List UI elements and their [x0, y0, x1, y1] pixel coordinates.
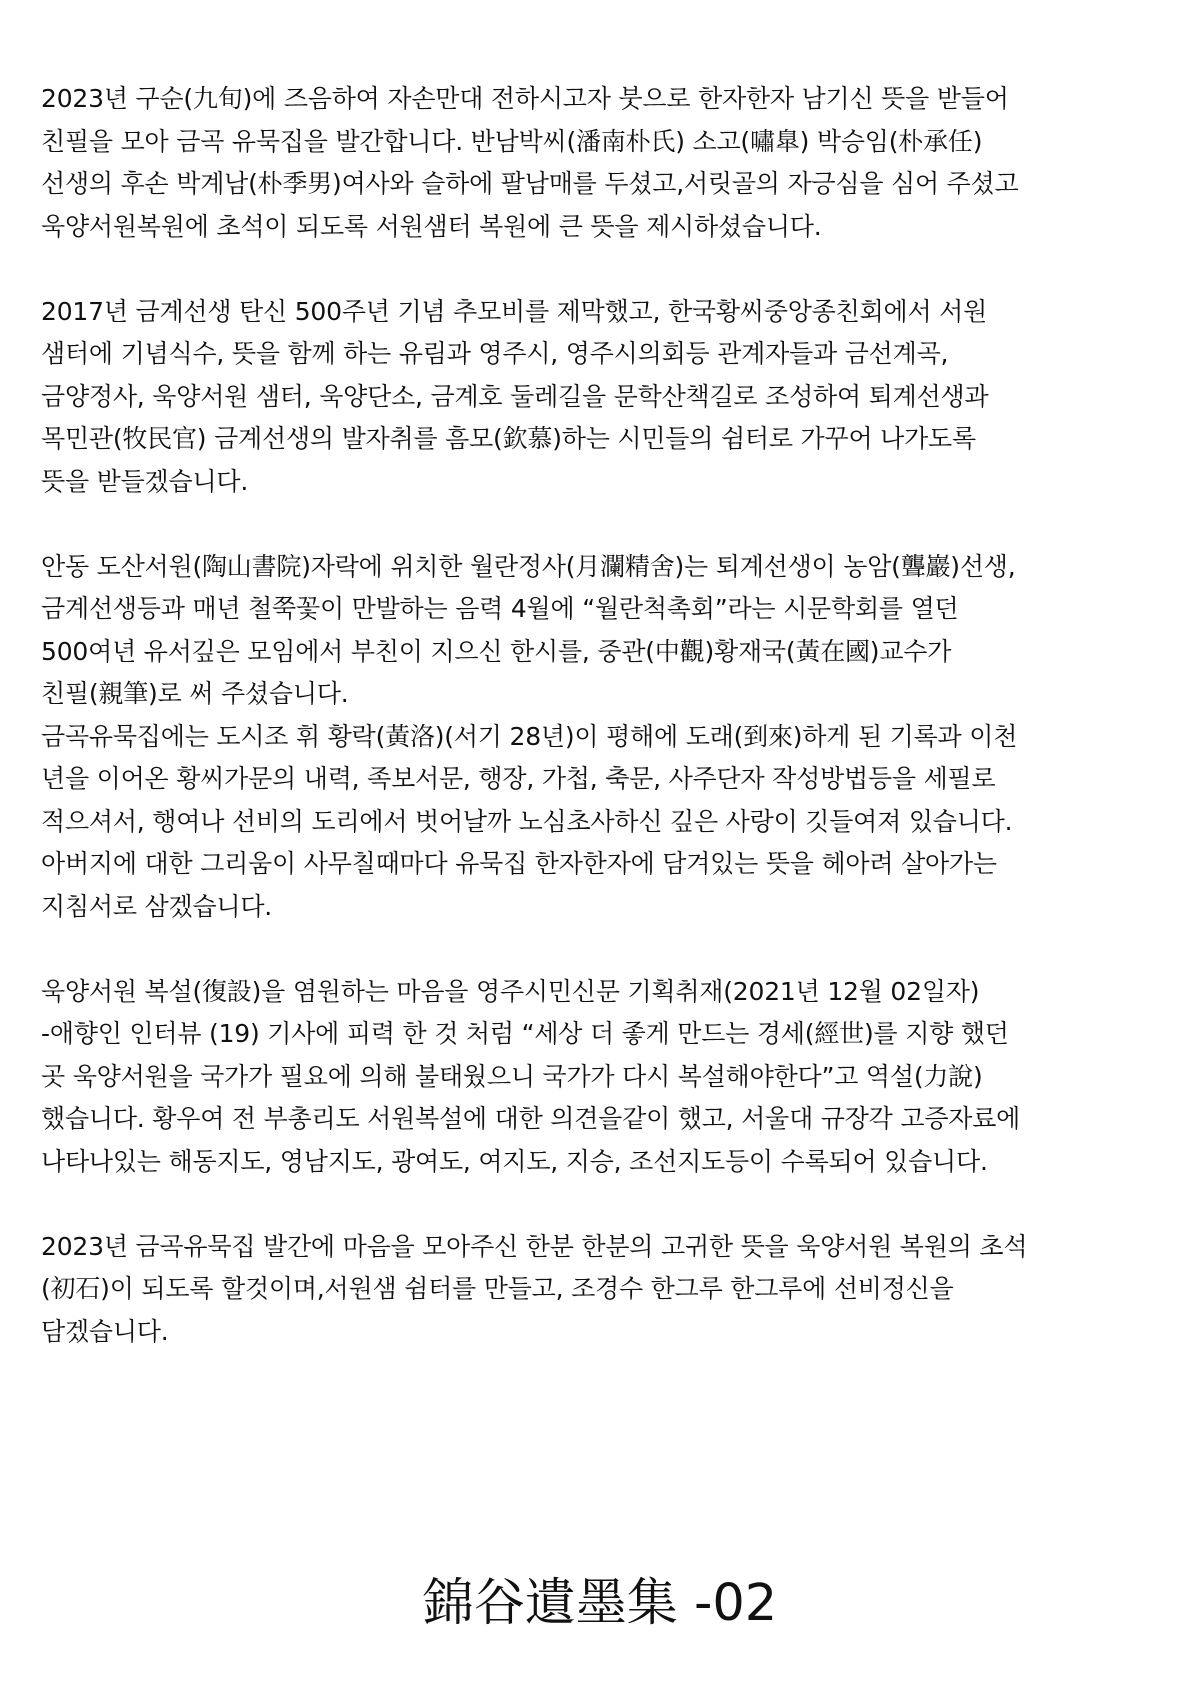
paragraph-5 [41, 1226, 1171, 1354]
footer-title: 錦谷遺墨集 -02 [422, 1574, 778, 1633]
paragraph-line: 뜻을 받들겠습니다. [41, 466, 249, 496]
paragraph-line: 금양정사, 욱양서원 샘터, 욱양단소, 금계호 둘레길을 문학산책길로 조성하여 퇴계선생과 [41, 381, 989, 411]
paragraph-line: 샘터에 기념식수, 뜻을 함께 하는 유림과 영주시, 영주시의회등 관계자들과 금선계곡, [41, 339, 949, 368]
paragraph-line: 지침서로 삼겠습니다. [41, 891, 273, 921]
paragraph-line: 2023년 금곡유묵집 발간에 마음을 모아주신 한분 한분의 고귀한 뜻을 욱양서원 복원의 초석 [41, 1231, 1028, 1261]
paragraph-line: 친필(親筆)로 써 주셨습니다. [41, 679, 349, 708]
paragraph-line: 금곡유묵집에는 도시조 휘 황락(黃洛)(서기 28년)이 평해에 도래(到來)하게 된 기록과 이천 [41, 721, 1018, 751]
paragraph-1 [41, 78, 1171, 248]
paragraph-line: 친필을 모아 금곡 유묵집을 발간합니다. 반남박씨(潘南朴氏) 소고(嘯臯) 박승임(朴承任) [41, 126, 983, 156]
paragraph-line: 500여년 유서깊은 모임에서 부친이 지으신 한시를, 중관(中觀)황재국(黃在國)교수가 [41, 636, 952, 666]
paragraph-line: 안동 도산서원(陶山書院)자락에 위치한 월란정사(月瀾精舍)는 퇴계선생이 농암(聾巖)선생, [41, 551, 1016, 581]
paragraph-line: 아버지에 대한 그리움이 사무칠때마다 유묵집 한자한자에 담겨있는 뜻을 헤아려 살아가는 [41, 849, 997, 878]
paragraph-line: 2017년 금계선생 탄신 500주년 기념 추모비를 제막했고, 한국황씨중앙종친회에서 서원 [41, 296, 988, 326]
paragraph-line: 2023년 구순(九旬)에 즈음하여 자손만대 전하시고자 붓으로 한자한자 남기신 뜻을 받들어 [41, 84, 1009, 113]
paragraph-2 [41, 291, 1171, 504]
paragraph-line: 곳 욱양서원을 국가가 필요에 의해 불태웠으니 국가가 다시 복설해야한다”고 역설(力說) [41, 1061, 983, 1091]
paragraph-4 [41, 971, 1171, 1184]
paragraph-line: -애향인 인터뷰 (19) 기사에 피력 한 것 처럼 “세상 더 좋게 만드는 경세(經世)를 지향 했던 [41, 1019, 1009, 1048]
paragraph-line: 년을 이어온 황씨가문의 내력, 족보서문, 행장, 가첩, 축문, 사주단자 작성방법등을 세필로 [41, 764, 996, 793]
paragraph-line: (初石)이 되도록 할것이며,서원샘 쉼터를 만들고, 조경수 한그루 한그루에 선비정신을 [41, 1274, 954, 1303]
paragraph-line: 금계선생등과 매년 철쭉꽃이 만발하는 음력 4월에 “월란척촉회”라는 시문학회를 열던 [41, 594, 959, 623]
document-body [41, 78, 1171, 1353]
paragraph-3 [41, 546, 1171, 929]
paragraph-line: 담겠습니다. [41, 1316, 169, 1346]
paragraph-line: 목민관(牧民官) 금계선생의 발자취를 흠모(欽慕)하는 시민들의 쉼터로 가꾸어 나가도록 [41, 424, 976, 453]
paragraph-line: 나타나있는 해동지도, 영남지도, 광여도, 여지도, 지승, 조선지도등이 수록되어 있습니다. [41, 1146, 988, 1176]
paragraph-line: 선생의 후손 박계남(朴季男)여사와 슬하에 팔남매를 두셨고,서릿골의 자긍심을 심어 주셨고 [41, 169, 1019, 198]
paragraph-line: 욱양서원 복설(復設)을 염원하는 마음을 영주시민신문 기획취재(2021년 12월 02일자) [41, 976, 980, 1006]
paragraph-line: 했습니다. 황우여 전 부총리도 서원복설에 대한 의견을같이 했고, 서울대 규장각 고증자료에 [41, 1104, 1021, 1133]
paragraph-line: 욱양서원복원에 초석이 되도록 서원샘터 복원에 큰 뜻을 제시하셨습니다. [41, 211, 822, 241]
paragraph-line: 적으셔서, 행여나 선비의 도리에서 벗어날까 노심초사하신 깊은 사랑이 깃들여져 있습니다. [41, 806, 1013, 836]
